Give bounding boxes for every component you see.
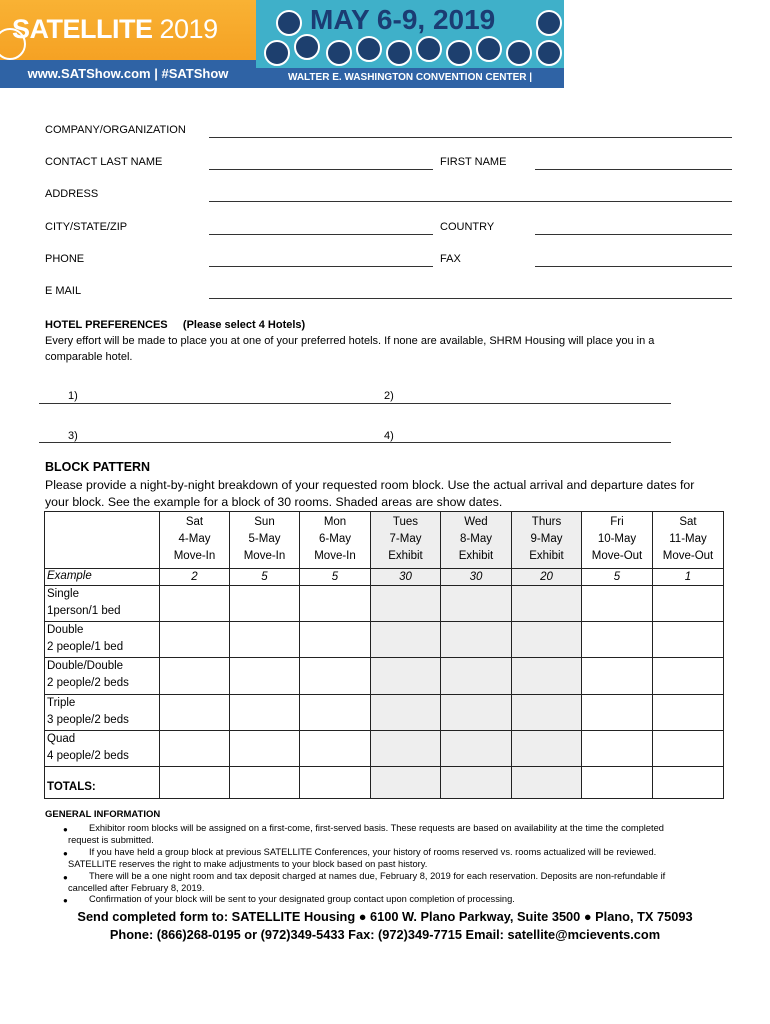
- email-label: E MAIL: [45, 285, 82, 297]
- day-header: Sat 11-May Move-Out: [653, 512, 724, 569]
- total-cell[interactable]: [653, 767, 724, 799]
- room-count-cell[interactable]: [512, 695, 582, 731]
- room-count-cell[interactable]: [582, 658, 653, 695]
- room-count-cell[interactable]: [300, 695, 371, 731]
- day-header: Thurs 9-May Exhibit: [512, 512, 582, 569]
- footer-address: Send completed form to: SATELLITE Housing ● 6100 W. Plano Parkway, Suite 3500 ● Plano, TX 75093: [77, 909, 693, 924]
- day-header: Sat 4-May Move-In: [160, 512, 230, 569]
- room-count-cell[interactable]: [230, 695, 300, 731]
- total-cell[interactable]: [582, 767, 653, 799]
- phone-field[interactable]: [209, 266, 433, 267]
- hotel-text-1: Every effort will be made to place you at one of your preferred hotels. If none are available, SHRM Housing will place you in a: [45, 335, 655, 347]
- room-count-cell[interactable]: [230, 622, 300, 658]
- example-cell: 5: [230, 569, 300, 586]
- room-count-cell[interactable]: [512, 658, 582, 695]
- room-count-cell[interactable]: [441, 586, 512, 622]
- room-count-cell[interactable]: [582, 695, 653, 731]
- hotel-choice-4-field[interactable]: [358, 442, 671, 443]
- photo-circle-icon: [276, 10, 302, 36]
- total-cell[interactable]: [512, 767, 582, 799]
- hotel-heading: HOTEL PREFERENCES (Please select 4 Hotels): [45, 319, 306, 331]
- room-count-cell[interactable]: [582, 731, 653, 767]
- room-count-cell[interactable]: [441, 658, 512, 695]
- room-type-label: Quad 4 people/2 beds: [45, 731, 160, 767]
- room-count-cell[interactable]: [160, 731, 230, 767]
- country-field[interactable]: [535, 234, 732, 235]
- city-label: CITY/STATE/ZIP: [45, 221, 128, 233]
- bullet-icon: ●: [63, 896, 68, 905]
- table-row: [45, 731, 724, 767]
- room-count-cell[interactable]: [653, 622, 724, 658]
- example-cell: 1: [653, 569, 724, 586]
- hotel-choice-3-field[interactable]: [39, 442, 358, 443]
- general-bullet-4: Confirmation of your block will be sent to your designated group contact upon completion of processing.: [89, 894, 515, 904]
- banner-venue: WALTER E. WASHINGTON CONVENTION CENTER | WASHINGTON, DC: [256, 68, 564, 88]
- general-bullet-2b: SATELLITE reserves the right to make adjustments to your block based on past history.: [68, 859, 428, 869]
- example-cell: 5: [582, 569, 653, 586]
- company-label: COMPANY/ORGANIZATION: [45, 124, 186, 136]
- hotel-choice-2-label: 2): [384, 390, 394, 402]
- room-count-cell[interactable]: [582, 622, 653, 658]
- table-row: [45, 658, 724, 695]
- phone-label: PHONE: [45, 253, 85, 265]
- table-row: [45, 586, 724, 622]
- day-header: Mon 6-May Move-In: [300, 512, 371, 569]
- room-count-cell[interactable]: [512, 622, 582, 658]
- hotel-choice-1-field[interactable]: [39, 403, 358, 404]
- total-cell[interactable]: [230, 767, 300, 799]
- photo-circle-icon: [446, 40, 472, 66]
- room-count-cell[interactable]: [230, 586, 300, 622]
- room-count-cell[interactable]: [371, 731, 441, 767]
- fax-label: FAX: [440, 253, 461, 265]
- email-field[interactable]: [209, 298, 732, 299]
- address-label: ADDRESS: [45, 188, 99, 200]
- totals-label: TOTALS:: [45, 767, 160, 799]
- banner-logo-area: [0, 0, 256, 88]
- block-heading: BLOCK PATTERN: [45, 460, 151, 474]
- general-bullet-1b: request is submitted.: [68, 835, 154, 845]
- banner-dates: MAY 6-9, 2019: [310, 4, 496, 35]
- general-bullet-3a: There will be a one night room and tax deposit charged at names due, February 8, 2019 for each reservation. Deposits are non-refundable if: [89, 871, 666, 881]
- total-cell[interactable]: [160, 767, 230, 799]
- room-type-label: Single 1person/1 bed: [45, 586, 160, 622]
- total-cell[interactable]: [300, 767, 371, 799]
- photo-circle-icon: [356, 36, 382, 62]
- room-count-cell[interactable]: [371, 622, 441, 658]
- first-name-label: FIRST NAME: [440, 156, 507, 168]
- photo-circle-icon: [326, 40, 352, 66]
- example-cell: 20: [512, 569, 582, 586]
- bullet-icon: ●: [63, 873, 68, 882]
- room-count-cell[interactable]: [160, 622, 230, 658]
- last-name-label: CONTACT LAST NAME: [45, 156, 163, 168]
- room-count-cell[interactable]: [300, 731, 371, 767]
- photo-circle-icon: [416, 36, 442, 62]
- photo-circle-icon: [386, 40, 412, 66]
- room-count-cell[interactable]: [371, 586, 441, 622]
- block-text-1: Please provide a night-by-night breakdown of your requested room block. Use the actual arrival and departure dates for: [45, 478, 695, 492]
- general-heading: GENERAL INFORMATION: [45, 809, 161, 820]
- general-bullet-1a: Exhibitor room blocks will be assigned on a first-come, first-served basis. These requests are based on availability at the time the completed: [89, 823, 664, 833]
- room-count-cell[interactable]: [230, 731, 300, 767]
- hotel-text-2: comparable hotel.: [45, 351, 133, 363]
- room-type-label: Double 2 people/1 bed: [45, 622, 160, 658]
- general-bullet-2a: If you have held a group block at previous SATELLITE Conferences, your history of rooms reserved vs. rooms actualized will be reviewed.: [89, 847, 657, 857]
- photo-circle-icon: [476, 36, 502, 62]
- room-count-cell[interactable]: [230, 658, 300, 695]
- room-count-cell[interactable]: [371, 695, 441, 731]
- example-cell: 2: [160, 569, 230, 586]
- company-field[interactable]: [209, 137, 732, 138]
- total-cell[interactable]: [441, 767, 512, 799]
- hotel-choice-1-label: 1): [68, 390, 78, 402]
- general-bullet-3b: cancelled after February 8, 2019.: [68, 883, 205, 893]
- room-count-cell[interactable]: [300, 658, 371, 695]
- address-field[interactable]: [209, 201, 732, 202]
- room-type-label: Triple 3 people/2 beds: [45, 695, 160, 731]
- block-pattern-table: [44, 511, 724, 799]
- day-header: Sun 5-May Move-In: [230, 512, 300, 569]
- room-count-cell[interactable]: [582, 586, 653, 622]
- photo-circle-icon: [536, 10, 562, 36]
- room-count-cell[interactable]: [441, 622, 512, 658]
- example-cell: 30: [441, 569, 512, 586]
- banner-brand: SATELLITE 2019: [12, 14, 218, 44]
- example-cell: 30: [371, 569, 441, 586]
- last-name-field[interactable]: [209, 169, 433, 170]
- hotel-choice-3-label: 3): [68, 430, 78, 442]
- room-count-cell[interactable]: [371, 658, 441, 695]
- room-count-cell[interactable]: [160, 695, 230, 731]
- day-header: Tues 7-May Exhibit: [371, 512, 441, 569]
- table-row: [45, 622, 724, 658]
- photo-circle-icon: [536, 40, 562, 66]
- city-field[interactable]: [209, 234, 433, 235]
- room-count-cell[interactable]: [653, 586, 724, 622]
- photo-circle-icon: [294, 34, 320, 60]
- room-count-cell[interactable]: [441, 731, 512, 767]
- footer-contact: Phone: (866)268-0195 or (972)349-5433 Fax: (972)349-7715 Email: satellite@mcievents.com: [109, 927, 661, 942]
- fax-field[interactable]: [535, 266, 732, 267]
- photo-circle-icon: [506, 40, 532, 66]
- block-text-2: your block. See the example for a block of 30 rooms. Shaded areas are show dates.: [45, 495, 503, 509]
- country-label: COUNTRY: [440, 221, 495, 233]
- table-header-row: [45, 512, 724, 569]
- room-count-cell[interactable]: [653, 658, 724, 695]
- example-label: Example: [45, 569, 160, 586]
- room-count-cell[interactable]: [300, 622, 371, 658]
- bullet-icon: ●: [63, 849, 68, 858]
- photo-circle-icon: [264, 40, 290, 66]
- header-corner-cell: [45, 512, 160, 569]
- example-row: [45, 569, 724, 586]
- total-cell[interactable]: [371, 767, 441, 799]
- first-name-field[interactable]: [535, 169, 732, 170]
- room-count-cell[interactable]: [160, 658, 230, 695]
- banner-website: www.SATShow.com | #SATShow: [0, 60, 256, 88]
- day-header: Fri 10-May Move-Out: [582, 512, 653, 569]
- room-count-cell[interactable]: [441, 695, 512, 731]
- day-header: Wed 8-May Exhibit: [441, 512, 512, 569]
- room-count-cell[interactable]: [653, 695, 724, 731]
- hotel-choice-4-label: 4): [384, 430, 394, 442]
- hotel-choice-2-field[interactable]: [358, 403, 671, 404]
- room-count-cell[interactable]: [300, 586, 371, 622]
- example-cell: 5: [300, 569, 371, 586]
- room-count-cell[interactable]: [512, 586, 582, 622]
- bullet-icon: ●: [63, 825, 68, 834]
- room-count-cell[interactable]: [653, 731, 724, 767]
- room-count-cell[interactable]: [160, 586, 230, 622]
- room-count-cell[interactable]: [512, 731, 582, 767]
- table-row: [45, 695, 724, 731]
- room-type-label: Double/Double 2 people/2 beds: [45, 658, 160, 695]
- totals-row: [45, 767, 724, 799]
- event-banner: [0, 0, 564, 103]
